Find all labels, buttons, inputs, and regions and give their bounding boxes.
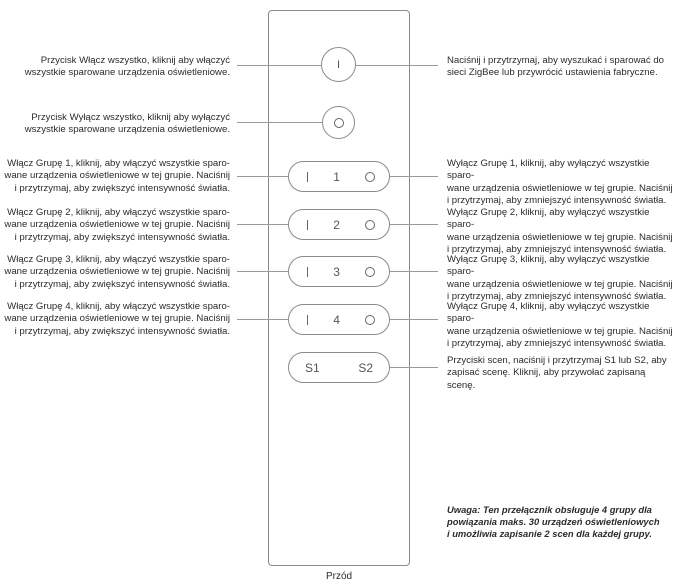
label-pair: Naciśnij i przytrzymaj, aby wyszukać i sparować do sieci ZigBee lub przywrócić ustawienia fabryczne. (447, 55, 664, 79)
leader-line-group-1-on (237, 176, 288, 177)
leader-line-group-4-off (390, 319, 438, 320)
remote-control-body (268, 10, 410, 566)
label-group-3-on: Włącz Grupę 3, kliknij, aby włączyć wszystkie sparo- wane urządzenia oświetleniowe w tej grupie. Naciśnij i przytrzymaj, aby zwiększyć intensywność światła. (4, 254, 230, 290)
on-bar-icon (307, 220, 308, 230)
group-4-button[interactable] (288, 304, 390, 335)
off-circle-icon (365, 267, 375, 277)
label-group-1-off: Wyłącz Grupę 1, kliknij, aby wyłączyć wszystkie sparo- wane urządzenia oświetleniowe w tej grupie. Naciśnij i przytrzymaj, aby zmniejszyć intensywność światła. (447, 158, 673, 207)
leader-line-group-3-off (390, 271, 438, 272)
group-number: 2 (333, 217, 340, 232)
leader-line-group-4-on (237, 319, 288, 320)
group-3-button[interactable] (288, 256, 390, 287)
label-scenes: Przyciski scen, naciśnij i przytrzymaj S1 lub S2, aby zapisać scenę. Kliknij, aby przywołać zapisaną scenę. (447, 355, 667, 391)
label-all-on: Przycisk Włącz wszystko, kliknij aby włączyć wszystkie sparowane urządzenia oświetleniowe. (24, 55, 230, 79)
label-all-off: Przycisk Wyłącz wszystko, kliknij aby wyłączyć wszystkie sparowane urządzenia oświetleniowe. (24, 112, 230, 136)
off-circle-icon (365, 220, 375, 230)
off-circle-icon (334, 118, 344, 128)
scene-2-label: S2 (358, 360, 373, 375)
scene-button[interactable] (288, 352, 390, 383)
group-number: 1 (333, 169, 340, 184)
group-2-button[interactable] (288, 209, 390, 240)
label-group-1-on: Włącz Grupę 1, kliknij, aby włączyć wszystkie sparo- wane urządzenia oświetleniowe w tej grupie. Naciśnij i przytrzymaj, aby zwiększyć intensywność światła. (4, 158, 230, 194)
on-bar-icon (307, 315, 308, 325)
leader-line-group-2-on (237, 224, 288, 225)
off-circle-icon (365, 315, 375, 325)
label-group-4-on: Włącz Grupę 4, kliknij, aby włączyć wszystkie sparo- wane urządzenia oświetleniowe w tej grupie. Naciśnij i przytrzymaj, aby zwiększyć intensywność światła. (4, 301, 230, 337)
label-group-4-off: Wyłącz Grupę 4, kliknij, aby wyłączyć wszystkie sparo- wane urządzenia oświetleniowe w tej grupie. Naciśnij i przytrzymaj, aby zmniejszyć intensywność światła. (447, 301, 673, 350)
all-on-button[interactable] (321, 47, 356, 82)
caption-front: Przód (325, 571, 353, 582)
label-group-2-on: Włącz Grupę 2, kliknij, aby włączyć wszystkie sparo- wane urządzenia oświetleniowe w tej grupie. Naciśnij i przytrzymaj, aby zwiększyć intensywność światła. (4, 207, 230, 243)
note-text: Uwaga: Ten przełącznik obsługuje 4 grupy dla powiązania maks. 30 urządzeń oświetleniowych i umożliwia zapisanie 2 scen dla każdej grupy. (447, 504, 660, 539)
leader-line-scenes (390, 367, 438, 368)
leader-line-all-off (237, 122, 322, 123)
leader-line-group-3-on (237, 271, 288, 272)
leader-line-group-2-off (390, 224, 438, 225)
label-group-2-off: Wyłącz Grupę 2, kliknij, aby wyłączyć wszystkie sparo- wane urządzenia oświetleniowe w tej grupie. Naciśnij i przytrzymaj, aby zmniejszyć intensywność światła. (447, 207, 673, 256)
label-group-3-off: Wyłącz Grupę 3, kliknij, aby wyłączyć wszystkie sparo- wane urządzenia oświetleniowe w tej grupie. Naciśnij i przytrzymaj, aby zmniejszyć intensywność światła. (447, 254, 673, 303)
power-on-label: I (336, 58, 341, 71)
leader-line-pair (356, 65, 438, 66)
group-number: 3 (333, 264, 340, 279)
group-number: 4 (333, 312, 340, 327)
off-circle-icon (365, 172, 375, 182)
leader-line-group-1-off (390, 176, 438, 177)
on-bar-icon (307, 267, 308, 277)
all-off-button[interactable] (322, 106, 355, 139)
on-bar-icon (307, 172, 308, 182)
group-1-button[interactable] (288, 161, 390, 192)
scene-1-label: S1 (305, 360, 320, 375)
leader-line-all-on (237, 65, 321, 66)
